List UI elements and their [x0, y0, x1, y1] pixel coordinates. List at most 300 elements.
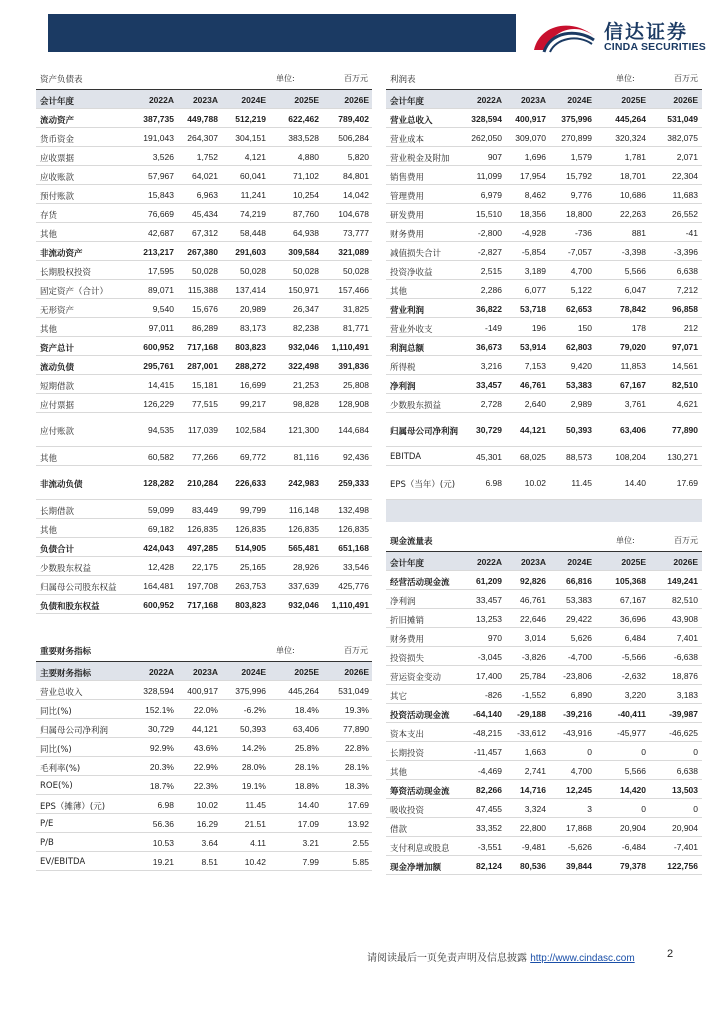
cf-row-label: 营运资金变动 [390, 673, 442, 683]
bs-cell: 803,823 [235, 600, 266, 610]
bs-cell: 291,603 [235, 247, 266, 257]
is-cell: -736 [574, 228, 592, 238]
ratios-row-label: 营业总收入 [40, 688, 83, 698]
cf-cell: 43,908 [672, 614, 698, 624]
is-cell: 36,822 [476, 304, 502, 314]
ratios-cell: 18.7% [149, 781, 174, 791]
cf-cell: 970 [487, 633, 502, 643]
ratios-cell: 20.3% [149, 762, 174, 772]
is-row [386, 466, 702, 500]
is-row [386, 185, 702, 204]
bs-cell: 267,380 [187, 247, 218, 257]
is-cell: 17.69 [676, 478, 698, 488]
cf-row [386, 571, 702, 590]
bs-row-label: 固定资产（合计） [40, 287, 109, 297]
cf-cell: 20,904 [620, 823, 646, 833]
cf-cell: -9,481 [521, 842, 546, 852]
bs-row-label: 资产总计 [40, 344, 75, 354]
bs-cell: 71,102 [293, 171, 319, 181]
cf-cell: 53,383 [566, 595, 592, 605]
is-cell: -5,854 [521, 247, 546, 257]
bs-row-label: 非流动负债 [40, 480, 83, 490]
bs-cell: 60,582 [148, 452, 174, 462]
bs-row-label: 应收票据 [40, 154, 75, 164]
cf-cell: 82,124 [476, 861, 502, 871]
is-cell: 88,573 [566, 452, 592, 462]
bs-cell: 803,823 [235, 342, 266, 352]
ratios-cell: 28.1% [344, 762, 369, 772]
is-row-label: 营业成本 [390, 135, 425, 145]
bs-cell: 391,836 [338, 361, 369, 371]
ratios-cell: 25.8% [294, 743, 319, 753]
is-header-row [386, 90, 702, 109]
bs-row [36, 128, 372, 147]
cf-cell: -43,916 [563, 728, 592, 738]
is-cell: 33,457 [476, 380, 502, 390]
bs-cell: 497,285 [187, 543, 218, 553]
bs-row [36, 557, 372, 576]
is-cell: 1,696 [524, 152, 546, 162]
cf-row-label: 长期投资 [390, 749, 425, 759]
is-title-row [386, 68, 702, 90]
is-cell: 50,393 [566, 425, 592, 435]
ratios-row [36, 833, 372, 852]
bs-row-label: 流动资产 [40, 116, 75, 126]
is-cell: 2,515 [480, 266, 502, 276]
ratios-cell: 44,121 [192, 724, 218, 734]
ratios-col-header: 2024E [241, 667, 266, 677]
bs-col-header: 2026E [344, 95, 369, 105]
bs-unit: 百万元 [344, 74, 368, 83]
ratios-row [36, 738, 372, 757]
bs-cell: 21,253 [293, 380, 319, 390]
bs-cell: 321,089 [338, 247, 369, 257]
ratios-cell: 531,049 [338, 686, 369, 696]
cf-cell: -5,626 [567, 842, 592, 852]
cf-cell: 25,784 [520, 671, 546, 681]
cf-cell: -4,469 [477, 766, 502, 776]
cf-cell: 0 [641, 804, 646, 814]
is-row [386, 242, 702, 261]
bs-cell: 98,828 [293, 399, 319, 409]
bs-cell: 600,952 [143, 600, 174, 610]
is-col-header: 2023A [520, 95, 546, 105]
disclaimer-text: 请阅读最后一页免责声明及信息披露 [367, 953, 527, 964]
ratios-row-label: EV/EBITDA [40, 857, 86, 867]
cf-title-row [386, 530, 702, 552]
bs-row-label: 货币资金 [40, 135, 75, 145]
ratios-cell: 445,264 [288, 686, 319, 696]
ratios-cell: 5.85 [352, 857, 369, 867]
is-cell: 1,579 [570, 152, 592, 162]
cf-cell: 3,183 [676, 690, 698, 700]
bs-cell: 383,528 [288, 133, 319, 143]
bs-row [36, 185, 372, 204]
is-row [386, 413, 702, 447]
bs-cell: 50,028 [293, 266, 319, 276]
cf-cell: 3,220 [624, 690, 646, 700]
is-cell: 6,077 [524, 285, 546, 295]
ratios-cell: 328,594 [143, 686, 174, 696]
bs-row-label: 归属母公司股东权益 [40, 583, 117, 593]
cf-cell: 0 [641, 747, 646, 757]
ratios-row-label: ROE(%) [40, 781, 73, 791]
ratios-header-row [36, 662, 372, 681]
is-cell: 22,263 [620, 209, 646, 219]
ratios-cell: 28.1% [294, 762, 319, 772]
cf-cell: 36,696 [620, 614, 646, 624]
cf-col-header: 2025E [621, 557, 646, 567]
bs-row-label: 流动负债 [40, 363, 75, 373]
cf-row [386, 609, 702, 628]
bs-cell: 83,173 [240, 323, 266, 333]
is-cell: 2,728 [480, 399, 502, 409]
bs-cell: 102,584 [235, 425, 266, 435]
bs-cell: 651,168 [338, 543, 369, 553]
cf-header-row [386, 552, 702, 571]
is-cell: 53,718 [520, 304, 546, 314]
bs-cell: 57,967 [148, 171, 174, 181]
bs-cell: 87,760 [293, 209, 319, 219]
bs-cell: 77,515 [192, 399, 218, 409]
cf-cell: -4,700 [567, 652, 592, 662]
ratios-cell: 18.8% [294, 781, 319, 791]
bs-cell: 717,168 [187, 342, 218, 352]
is-cell: -3,398 [621, 247, 646, 257]
ratios-cell: 10.53 [152, 838, 174, 848]
is-cell: -149 [484, 323, 502, 333]
bs-cell: 115,388 [187, 285, 218, 295]
ratios-cell: 18.4% [294, 705, 319, 715]
bs-row [36, 576, 372, 595]
bs-row [36, 337, 372, 356]
is-row [386, 261, 702, 280]
cf-cell: 82,510 [672, 595, 698, 605]
cf-row-label: 借款 [390, 825, 408, 835]
ratios-row-label: 同比(%) [40, 745, 72, 755]
is-row-label: 管理费用 [390, 192, 425, 202]
cf-title: 现金流量表 [390, 537, 433, 547]
bs-cell: 25,165 [240, 562, 266, 572]
cf-row [386, 742, 702, 761]
bs-cell: 210,284 [187, 478, 218, 488]
bs-cell: 6,963 [196, 190, 218, 200]
ratios-row-label: EPS（摊薄）(元) [40, 802, 106, 812]
is-cell: 2,071 [676, 152, 698, 162]
bs-cell: 69,772 [240, 452, 266, 462]
income-statement-table [386, 68, 702, 522]
is-cell: -4,928 [521, 228, 546, 238]
cf-row-label: 财务费用 [390, 635, 425, 645]
cf-cell: 79,378 [620, 861, 646, 871]
bs-cell: 242,983 [288, 478, 319, 488]
is-cell: 77,890 [672, 425, 698, 435]
bs-cell: 17,595 [148, 266, 174, 276]
cf-cell: 3 [587, 804, 592, 814]
is-col-header: 2024E [567, 95, 592, 105]
is-cell: 11,099 [476, 171, 502, 181]
is-row-label: 减值损失合计 [390, 249, 442, 259]
is-cell: 9,420 [570, 361, 592, 371]
is-cell: 82,510 [672, 380, 698, 390]
bs-cell: 94,535 [148, 425, 174, 435]
ratios-cell: 10.02 [196, 800, 218, 810]
cf-row [386, 837, 702, 856]
bs-cell: 9,540 [152, 304, 174, 314]
bs-cell: 5,820 [347, 152, 369, 162]
bs-cell: 600,952 [143, 342, 174, 352]
is-cell: 18,800 [566, 209, 592, 219]
bs-cell: 22,175 [192, 562, 218, 572]
website-link[interactable]: http://www.cindasc.com [530, 953, 635, 964]
bs-cell: 59,099 [148, 505, 174, 515]
cf-cell: 92,826 [520, 576, 546, 586]
bs-row [36, 318, 372, 337]
ratios-cell: 22.8% [344, 743, 369, 753]
is-blank-row [386, 500, 702, 522]
bs-row-label: 应付账款 [40, 427, 75, 437]
cf-cell: -39,987 [669, 709, 698, 719]
cf-cell: -46,625 [669, 728, 698, 738]
bs-col-header: 2023A [192, 95, 218, 105]
cf-cell: -40,411 [617, 709, 646, 719]
cf-cell: 82,266 [476, 785, 502, 795]
cf-row-label: 资本支出 [390, 730, 425, 740]
bs-cell: 309,584 [288, 247, 319, 257]
cf-cell: 0 [587, 747, 592, 757]
bs-row-label: 存货 [40, 211, 58, 221]
bs-cell: 14,415 [148, 380, 174, 390]
bs-cell: 622,462 [288, 114, 319, 124]
cf-cell: -2,632 [621, 671, 646, 681]
bs-cell: 932,046 [288, 342, 319, 352]
bs-row-label: 负债和股东权益 [40, 602, 100, 612]
bs-cell: 288,272 [235, 361, 266, 371]
cf-cell: 22,646 [520, 614, 546, 624]
cf-row-label: 其它 [390, 692, 408, 702]
bs-cell: 132,498 [338, 505, 369, 515]
bs-row-label: 短期借款 [40, 382, 75, 392]
bs-cell: 64,021 [192, 171, 218, 181]
cf-col-header: 2023A [520, 557, 546, 567]
cf-cell: 6,638 [676, 766, 698, 776]
ratios-col-header: 主要财务指标 [40, 669, 92, 679]
bs-cell: 26,347 [293, 304, 319, 314]
ratios-cell: 50,393 [240, 724, 266, 734]
bs-cell: 126,835 [235, 524, 266, 534]
cf-cell: -23,806 [563, 671, 592, 681]
is-cell: 2,286 [480, 285, 502, 295]
bs-cell: 89,071 [148, 285, 174, 295]
is-row [386, 128, 702, 147]
ratios-cell: 19.21 [152, 857, 174, 867]
is-row-label: 营业外收支 [390, 325, 433, 335]
bs-cell: 3,526 [152, 152, 174, 162]
is-cell: 68,025 [520, 452, 546, 462]
cf-cell: 39,844 [566, 861, 592, 871]
is-col-header: 2026E [673, 95, 698, 105]
cf-col-header: 会计年度 [390, 559, 425, 569]
cf-cell: -3,551 [477, 842, 502, 852]
bs-row [36, 223, 372, 242]
ratios-cell: -6.2% [243, 705, 266, 715]
cf-cell: 14,420 [620, 785, 646, 795]
cf-cell: 67,167 [620, 595, 646, 605]
is-cell: 36,673 [476, 342, 502, 352]
cf-cell: 17,400 [476, 671, 502, 681]
bs-row [36, 299, 372, 318]
ratios-row-label: 同比(%) [40, 707, 72, 717]
cf-row [386, 704, 702, 723]
bs-row [36, 394, 372, 413]
bs-cell: 45,434 [192, 209, 218, 219]
cf-row [386, 799, 702, 818]
is-col-header: 2022A [476, 95, 502, 105]
cf-cell: 105,368 [615, 576, 646, 586]
cash-flow-table [386, 530, 702, 875]
is-cell: 328,594 [471, 114, 502, 124]
bs-unit-label: 单位: [276, 74, 295, 83]
cf-cell: 2,741 [524, 766, 546, 776]
bs-cell: 83,449 [192, 505, 218, 515]
cf-row-label: 投资损失 [390, 654, 425, 664]
cf-row [386, 628, 702, 647]
bs-row-label: 其他 [40, 325, 58, 335]
bs-row [36, 519, 372, 538]
cf-cell: 0 [693, 804, 698, 814]
bs-cell: 164,481 [143, 581, 174, 591]
is-cell: 22,304 [672, 171, 698, 181]
is-row-label: 归属母公司净利润 [390, 427, 459, 437]
bs-cell: 226,633 [235, 478, 266, 488]
bs-cell: 789,402 [338, 114, 369, 124]
bs-title-row [36, 68, 372, 90]
ratios-row-label: P/B [40, 838, 54, 848]
bs-row-label: 其他 [40, 454, 58, 464]
bs-row [36, 166, 372, 185]
is-row [386, 447, 702, 466]
bs-cell: 387,735 [143, 114, 174, 124]
is-cell: 212 [683, 323, 698, 333]
is-row [386, 204, 702, 223]
cf-cell: 33,352 [476, 823, 502, 833]
ratios-cell: 22.0% [193, 705, 218, 715]
bs-cell: 84,801 [343, 171, 369, 181]
is-cell: 400,917 [515, 114, 546, 124]
bs-cell: 10,254 [293, 190, 319, 200]
bs-cell: 12,428 [148, 562, 174, 572]
cf-row-label: 支付利息或股息 [390, 844, 450, 854]
ratios-cell: 11.45 [245, 800, 266, 810]
is-cell: 309,070 [515, 133, 546, 143]
cf-col-header: 2024E [567, 557, 592, 567]
cf-cell: 13,253 [476, 614, 502, 624]
bs-cell: 33,546 [343, 562, 369, 572]
cf-cell: 29,422 [566, 614, 592, 624]
cf-cell: -3,045 [477, 652, 502, 662]
bs-cell: 67,312 [192, 228, 218, 238]
ratios-cell: 375,996 [235, 686, 266, 696]
bs-cell: 117,039 [187, 425, 218, 435]
bs-cell: 1,110,491 [331, 342, 369, 352]
ratios-cell: 16.29 [196, 819, 218, 829]
bs-row [36, 147, 372, 166]
bs-cell: 15,181 [192, 380, 218, 390]
bs-cell: 99,799 [240, 505, 266, 515]
cf-cell: 3,014 [524, 633, 546, 643]
is-cell: 8,462 [524, 190, 546, 200]
ratios-cell: 7.99 [302, 857, 319, 867]
ratios-unit-label: 单位: [276, 646, 295, 655]
ratios-row [36, 795, 372, 814]
ratios-cell: 22.9% [193, 762, 218, 772]
ratios-row-label: 毛利率(%) [40, 764, 81, 774]
is-row [386, 337, 702, 356]
cf-cell: 7,401 [676, 633, 698, 643]
cf-cell: 61,209 [476, 576, 502, 586]
ratios-cell: 14.2% [241, 743, 266, 753]
bs-cell: 15,843 [148, 190, 174, 200]
is-cell: 6.98 [485, 478, 502, 488]
cf-cell: -11,457 [473, 747, 502, 757]
bs-col-header: 会计年度 [40, 97, 75, 107]
cf-col-header: 2026E [673, 557, 698, 567]
is-cell: 79,020 [620, 342, 646, 352]
ratios-col-header: 2025E [294, 667, 319, 677]
ratios-row-label: 归属母公司净利润 [40, 726, 109, 736]
bs-cell: 28,926 [293, 562, 319, 572]
bs-cell: 126,835 [187, 524, 218, 534]
bs-row-label: 其他 [40, 526, 58, 536]
is-cell: 15,510 [476, 209, 502, 219]
bs-cell: 295,761 [143, 361, 174, 371]
ratios-cell: 21.51 [244, 819, 266, 829]
bs-cell: 128,282 [143, 478, 174, 488]
is-cell: 6,047 [624, 285, 646, 295]
is-title: 利润表 [390, 75, 416, 85]
is-cell: 7,153 [524, 361, 546, 371]
is-cell: 531,049 [667, 114, 698, 124]
ratios-col-header: 2023A [192, 667, 218, 677]
is-row-label: 其他 [390, 287, 408, 297]
ratios-col-header: 2026E [344, 667, 369, 677]
cf-row-label: 投资活动现金流 [390, 711, 450, 721]
cf-row-label: 折旧摊销 [390, 616, 425, 626]
cf-cell: -39,216 [563, 709, 592, 719]
is-cell: -3,396 [673, 247, 698, 257]
bs-row-label: 预付账款 [40, 192, 75, 202]
bs-cell: 25,808 [343, 380, 369, 390]
is-row-label: EBITDA [390, 452, 422, 462]
ratios-cell: 13.92 [347, 819, 369, 829]
is-row [386, 147, 702, 166]
bs-cell: 104,678 [338, 209, 369, 219]
bs-cell: 50,028 [240, 266, 266, 276]
is-row-label: 营业总收入 [390, 116, 433, 126]
bs-cell: 449,788 [187, 114, 218, 124]
cf-row-label: 其他 [390, 768, 408, 778]
bs-cell: 259,333 [338, 478, 369, 488]
cf-cell: -33,612 [517, 728, 546, 738]
header-banner [48, 14, 516, 52]
ratios-cell: 152.1% [145, 705, 174, 715]
is-cell: 178 [631, 323, 646, 333]
bs-cell: 77,266 [192, 452, 218, 462]
is-cell: 11,853 [620, 361, 646, 371]
cf-cell: 17,868 [566, 823, 592, 833]
is-col-header: 2025E [621, 95, 646, 105]
bs-cell: 50,028 [343, 266, 369, 276]
